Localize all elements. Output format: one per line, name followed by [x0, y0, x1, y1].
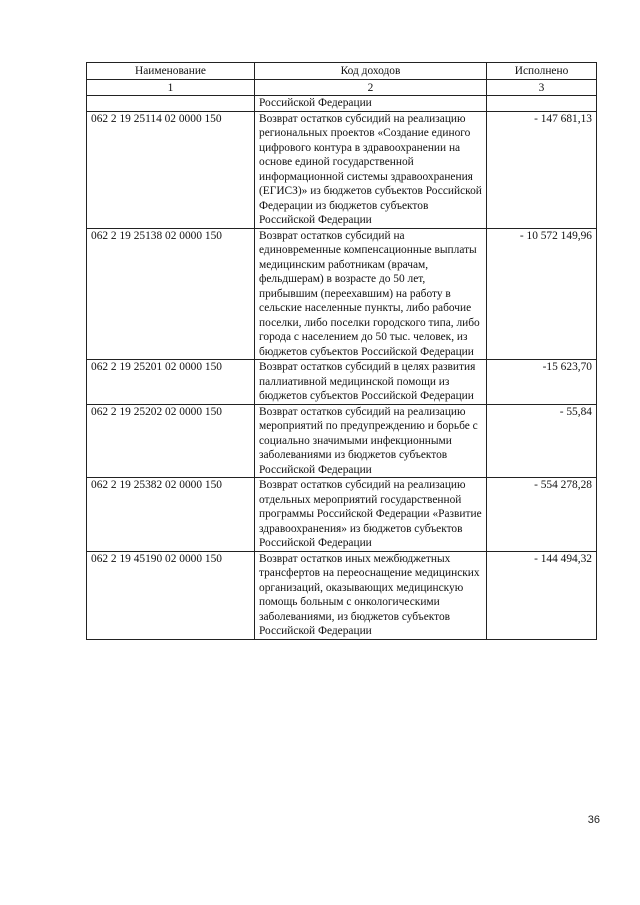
header-name: Наименование: [87, 63, 255, 80]
column-number-3: 3: [487, 79, 597, 96]
row-amount: - 147 681,13: [487, 111, 597, 228]
table-row: [87, 228, 597, 360]
table-row: [87, 404, 597, 478]
table-row: [87, 111, 597, 228]
table-row: [87, 551, 597, 639]
table-row: [87, 478, 597, 552]
row-code: 062 2 19 25202 02 0000 150: [87, 404, 255, 478]
row-code: 062 2 19 45190 02 0000 150: [87, 551, 255, 639]
row-amount: - 10 572 149,96: [487, 228, 597, 360]
continuation-row: [87, 96, 597, 112]
row-description: Российской Федерации: [255, 96, 487, 112]
row-description: Возврат остатков субсидий на единовременные компенсационные выплаты медицинским работникам (врачам, фельдшерам) в возрасте до 50 лет, прибывшим (переехавшим) на работу в сельские населенные пункты, либо рабочие поселки, либо поселки городского типа, либо города с населением до 50 тыс. человек, из бюджетов субъектов Российской Федерации: [255, 228, 487, 360]
row-description: Возврат остатков субсидий на реализацию мероприятий по предупреждению и борьбе с социально значимыми инфекционными заболеваниями из бюджетов субъектов Российской Федерации: [255, 404, 487, 478]
column-number-1: 1: [87, 79, 255, 96]
row-amount: - 144 494,32: [487, 551, 597, 639]
row-description: Возврат остатков иных межбюджетных трансфертов на переоснащение медицинских организаций, оказывающих медицинскую помощь больным с онкологическими заболеваниями, из бюджетов субъектов Российской Федерации: [255, 551, 487, 639]
table-row: [87, 360, 597, 405]
row-code: 062 2 19 25382 02 0000 150: [87, 478, 255, 552]
row-description: Возврат остатков субсидий в целях развития паллиативной медицинской помощи из бюджетов субъектов Российской Федерации: [255, 360, 487, 405]
row-amount: -15 623,70: [487, 360, 597, 405]
row-description: Возврат остатков субсидий на реализацию региональных проектов «Создание единого цифрового контура в здравоохранении на основе единой государственной информационной системы здравоохранения (ЕГИСЗ)» из бюджетов субъектов Российской Федерации из бюджетов субъектов Российской Федерации: [255, 111, 487, 228]
header-executed: Исполнено: [487, 63, 597, 80]
row-code: 062 2 19 25114 02 0000 150: [87, 111, 255, 228]
row-code: [87, 96, 255, 112]
revenue-table: [86, 62, 597, 640]
column-number-2: 2: [255, 79, 487, 96]
row-amount: [487, 96, 597, 112]
row-code: 062 2 19 25138 02 0000 150: [87, 228, 255, 360]
page-number: 36: [587, 814, 600, 826]
row-amount: - 554 278,28: [487, 478, 597, 552]
row-code: 062 2 19 25201 02 0000 150: [87, 360, 255, 405]
header-row: [87, 63, 597, 80]
row-amount: - 55,84: [487, 404, 597, 478]
column-number-row: [87, 79, 597, 96]
header-code: Код доходов: [255, 63, 487, 80]
row-description: Возврат остатков субсидий на реализацию отдельных мероприятий государственной программы Российской Федерации «Развитие здравоохранения» из бюджетов субъектов Российской Федерации: [255, 478, 487, 552]
